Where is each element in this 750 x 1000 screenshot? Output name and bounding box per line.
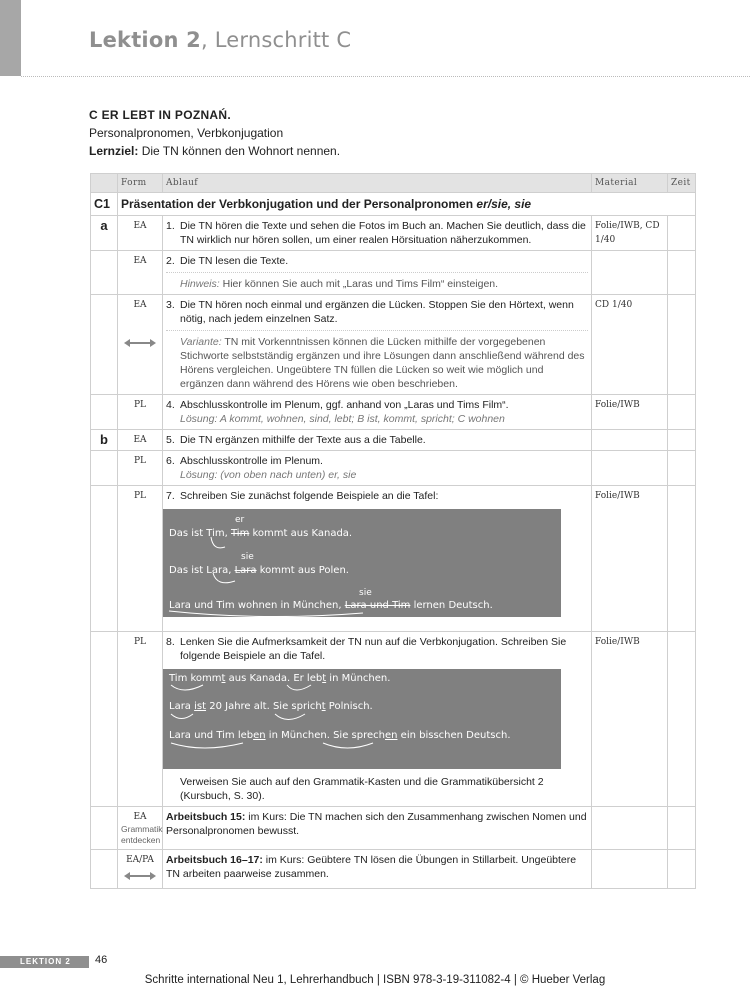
time-cell (668, 850, 696, 889)
learning-goal (89, 142, 340, 160)
table-row (91, 216, 696, 251)
c1-row (91, 193, 696, 216)
table-row (91, 632, 696, 807)
material-cell: Folie/IWB (592, 632, 668, 807)
social-form: EA (118, 251, 163, 295)
time-cell (668, 251, 696, 295)
social-form: EA Grammatik entdecken (118, 807, 163, 850)
reference-text: Verweisen Sie auch auf den Grammatik-Kasten und die Grammatikübersicht 2 (Kursbuch, S. 30). (180, 776, 544, 802)
lesson-label: Lektion 2 (89, 28, 201, 52)
material-cell: Folie/IWB (592, 395, 668, 430)
social-form: PL (118, 395, 163, 430)
table-row (91, 807, 696, 850)
dotted-divider (166, 272, 588, 273)
lesson-plan-table (90, 173, 696, 889)
material-cell (592, 807, 668, 850)
time-cell (668, 216, 696, 251)
social-form: EA (118, 430, 163, 451)
variant-text: Variante: TN mit Vorkenntnissen können die Lücken mithilfe der vorgegebenen Stichworte selbstständig ergänzen und ihre Lösungen dann anschließend während des Hörens vergleichen. Ungeübtere TN füllen die Lücken so weit wie möglich und ergänzen dann während des Hörens wie oben beschrieben. (180, 336, 585, 390)
step-description: 8. Lenken Sie die Aufmerksamkeit der TN nun auf die Verbkonjugation. Schreiben Sie folgende Beispiele an die Tafel. Tim kommt aus Kanada. Er lebt in München. Lara ist 20 Jahre alt. Sie spricht Polnisch. Lara und Tim leben in München. Sie sprechen ein bisschen Deutsch. Verweisen Sie auch auf den Grammatik-Kasten und die Grammatikübersicht 2 (Kursbuch, S. 30). (163, 632, 592, 807)
blackboard-pronouns (163, 509, 561, 617)
step-description: 2. Die TN lesen die Texte. Hinweis: Hier können Sie auch mit „Laras und Tims Film“ einsteigen. (163, 251, 592, 295)
section-subtitle: Personalpronomen, Verbkonjugation (89, 126, 284, 140)
table-header (91, 174, 696, 193)
grammar-discover-label: Grammatik entdecken (121, 824, 163, 845)
time-cell (668, 632, 696, 807)
pronoun-sie: sie (241, 552, 254, 562)
social-form: PL (118, 451, 163, 486)
material-cell: CD 1/40 (592, 295, 668, 395)
solution-text: Lösung: A kommt, wohnen, sind, lebt; B ist, kommt, spricht; C wohnen (180, 413, 505, 425)
dotted-divider (166, 330, 588, 331)
header-divider (21, 76, 750, 77)
board-line: Lara und Tim leben in München. Sie sprechen ein bisschen Deutsch. (169, 730, 511, 741)
social-form: EA/PA (118, 850, 163, 889)
column-zeit: Zeit (668, 174, 696, 193)
material-cell (592, 251, 668, 295)
step-description: 1. Die TN hören die Texte und sehen die Fotos im Buch an. Machen Sie deutlich, dass die TN wirklich nur hören sollen, um einer realen Hörsituation näherzukommen. (163, 216, 592, 251)
learning-goal-label: Lernziel: (89, 144, 139, 158)
board-line: Das ist Lara, Lara kommt aus Polen. (169, 565, 349, 576)
social-form: EA (118, 295, 163, 395)
table-row (91, 251, 696, 295)
step-letter: a (91, 216, 118, 251)
section-intro (89, 106, 340, 160)
footer-citation: Schritte international Neu 1, Lehrerhandbuch | ISBN 978-3-19-311082-4 | © Hueber Verlag (144, 974, 606, 986)
material-cell (592, 850, 668, 889)
board-line: Lara und Tim wohnen in München, Lara und Tim lernen Deutsch. (169, 600, 493, 611)
step-description: 3. Die TN hören noch einmal und ergänzen die Lücken. Stoppen Sie den Hörtext, wenn nötig, nach jedem einzelnen Satz. Variante: TN mit Vorkenntnissen können die Lücken mithilfe der vorgegebenen Stichworte selbstständig ergänzen und ihre Lösungen dann anschließend während des Hörens vergleichen. Ungeübtere TN füllen die Lücken so weit wie möglich und ergänzen dann während des Hörens wie oben beschrieben. (163, 295, 592, 395)
step-label: Lernschritt C (214, 28, 352, 52)
step-description: 5. Die TN ergänzen mithilfe der Texte aus a die Tabelle. (163, 430, 592, 451)
time-cell (668, 486, 696, 632)
column-material: Material (592, 174, 668, 193)
time-cell (668, 295, 696, 395)
page-number: 46 (95, 954, 108, 966)
double-arrow-icon (124, 871, 156, 881)
pronoun-er: er (235, 515, 245, 525)
material-cell (592, 451, 668, 486)
step-description: Arbeitsbuch 16–17: im Kurs: Geübtere TN lösen die Übungen in Stillarbeit. Ungeübtere TN arbeiten paarweise zusammen. (163, 850, 592, 889)
step-description: 6. Abschlusskontrolle im Plenum. Lösung: (von oben nach unten) er, sie (163, 451, 592, 486)
social-form: PL (118, 486, 163, 632)
time-cell (668, 451, 696, 486)
solution-text: Lösung: (von oben nach unten) er, sie (180, 469, 357, 481)
page-title (89, 28, 351, 52)
social-form: EA (118, 216, 163, 251)
blackboard-conjugation (163, 669, 561, 769)
board-line: Tim kommt aus Kanada. Er lebt in München. (169, 673, 391, 684)
time-cell (668, 807, 696, 850)
pronoun-sie-plural: sie (359, 588, 372, 598)
step-description: 7. Schreiben Sie zunächst folgende Beispiele an die Tafel: er Das ist Tim, Tim kommt aus Kanada. sie Das ist Lara, Lara kommt aus Polen. sie Lara und Tim wohnen in München, Lara und Tim lernen Deutsch. (163, 486, 592, 632)
table-row (91, 395, 696, 430)
step-description: Arbeitsbuch 15: im Kurs: Die TN machen sich den Zusammenhang zwischen Nomen und Personalpronomen bewusst. (163, 807, 592, 850)
time-cell (668, 395, 696, 430)
step-letter: b (91, 430, 118, 451)
material-cell: Folie/IWB (592, 486, 668, 632)
table-row (91, 451, 696, 486)
material-cell (592, 430, 668, 451)
column-ablauf: Ablauf (163, 174, 592, 193)
title-separator: , (200, 28, 208, 52)
hint-text: Hinweis: Hier können Sie auch mit „Laras und Tims Film“ einsteigen. (180, 278, 499, 290)
table-row (91, 850, 696, 889)
material-cell: Folie/IWB, CD 1/40 (592, 216, 668, 251)
section-heading: C ER LEBT IN POZNAŃ. (89, 108, 232, 122)
board-line: Lara ist 20 Jahre alt. Sie spricht Polnisch. (169, 701, 373, 712)
social-form: PL (118, 632, 163, 807)
c1-code: C1 (91, 193, 118, 216)
board-line: Das ist Tim, Tim kommt aus Kanada. (169, 528, 353, 539)
c1-title: Präsentation der Verbkonjugation und der Personalpronomen er/sie, sie (118, 193, 696, 216)
footer-lesson-tab: LEKTION 2 (0, 956, 89, 968)
table-row (91, 295, 696, 395)
double-arrow-icon (124, 338, 156, 348)
learning-goal-text: Die TN können den Wohnort nennen. (141, 144, 341, 158)
table-row (91, 430, 696, 451)
table-row (91, 486, 696, 632)
step-description: 4. Abschlusskontrolle im Plenum, ggf. anhand von „Laras und Tims Film“. Lösung: A kommt, wohnen, sind, lebt; B ist, kommt, spricht; C wohnen (163, 395, 592, 430)
column-form: Form (118, 174, 163, 193)
time-cell (668, 430, 696, 451)
chapter-tab-marker (0, 0, 21, 76)
